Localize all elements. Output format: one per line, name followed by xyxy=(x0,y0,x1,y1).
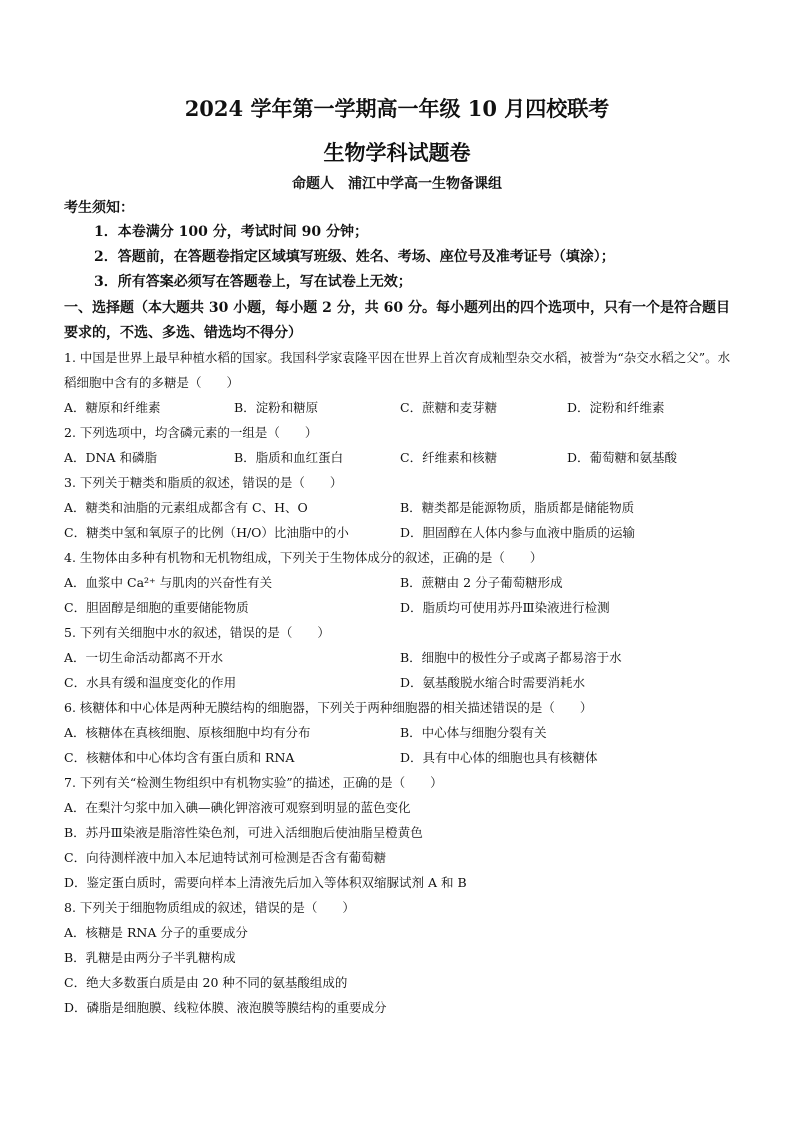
option-row xyxy=(64,395,744,420)
option: B．脂质和血红蛋白 xyxy=(234,450,344,465)
option: B．淀粉和糖原 xyxy=(234,400,319,415)
option: A．一切生命活动都离不开水 xyxy=(64,650,224,665)
option: C．绝大多数蛋白质是由 20 种不同的氨基酸组成的 xyxy=(64,975,348,990)
option: D．胆固醇在人体内参与血液中脂质的运输 xyxy=(400,525,636,540)
option: C．向待测样液中加入本尼迪特试剂可检测是否含有葡萄糖 xyxy=(64,850,387,865)
question-stem: 6. 核糖体和中心体是两种无膜结构的细胞器，下列关于两种细胞器的相关描述错误的是（ ） xyxy=(64,700,593,715)
option: A．糖原和纤维素 xyxy=(64,400,161,415)
option-row xyxy=(64,570,744,595)
option: B．蔗糖由 2 分子葡萄糖形成 xyxy=(400,575,563,590)
exam-title: 2024 学年第一学期高一年级 10 月四校联考 xyxy=(184,96,610,121)
option: B．苏丹Ⅲ染液是脂溶性染色剂，可进入活细胞后使油脂呈橙黄色 xyxy=(64,825,423,840)
option: A．核糖体在真核细胞、原核细胞中均有分布 xyxy=(64,725,311,740)
notice-item: 1．本卷满分 100 分，考试时间 90 分钟； xyxy=(94,224,368,240)
option: D．脂质均可使用苏丹Ⅲ染液进行检测 xyxy=(400,600,610,615)
option-row xyxy=(64,595,744,620)
notice-heading: 考生须知： xyxy=(64,200,134,216)
option: C．蔗糖和麦芽糖 xyxy=(400,400,498,415)
question-stem: 7. 下列有关“检测生物组织中有机物实验”的描述，正确的是（ ） xyxy=(64,775,443,790)
option-row xyxy=(64,670,744,695)
option: C．核糖体和中心体均含有蛋白质和 RNA xyxy=(64,750,295,765)
option: D．淀粉和纤维素 xyxy=(567,400,665,415)
option: D．具有中心体的细胞也具有核糖体 xyxy=(400,750,598,765)
option: B．细胞中的极性分子或离子都易溶于水 xyxy=(400,650,622,665)
option: A．在梨汁匀浆中加入碘—碘化钾溶液可观察到明显的蓝色变化 xyxy=(64,800,411,815)
subject-title: 生物学科试题卷 xyxy=(323,140,471,165)
option: D．葡萄糖和氨基酸 xyxy=(567,450,678,465)
option-row xyxy=(64,520,744,545)
option: D．鉴定蛋白质时，需要向样本上清液先后加入等体积双缩脲试剂 A 和 B xyxy=(64,875,467,890)
option: D．磷脂是细胞膜、线粒体膜、液泡膜等膜结构的重要成分 xyxy=(64,1000,387,1015)
option: B．乳糖是由两分子半乳糖构成 xyxy=(64,950,236,965)
option: C．胆固醇是细胞的重要储能物质 xyxy=(64,600,249,615)
question-stem: 8. 下列关于细胞物质组成的叙述，错误的是（ ） xyxy=(64,900,355,915)
option-row xyxy=(64,720,744,745)
option-row xyxy=(64,745,744,770)
option: B．中心体与细胞分裂有关 xyxy=(400,725,547,740)
notice-item: 3．所有答案必须写在答题卷上，写在试卷上无效； xyxy=(94,274,412,290)
question-stem: 3. 下列关于糖类和脂质的叙述，错误的是（ ） xyxy=(64,475,343,490)
author-line: 命题人 浦江中学高一生物备课组 xyxy=(292,176,502,192)
option: D．氨基酸脱水缩合时需要消耗水 xyxy=(400,675,586,690)
option: C．纤维素和核糖 xyxy=(400,450,498,465)
option-row xyxy=(64,495,744,520)
question-stem: 4. 生物体由多种有机物和无机物组成，下列关于生物体成分的叙述，正确的是（ ） xyxy=(64,550,543,565)
question-stem: 2. 下列选项中，均含磷元素的一组是（ ） xyxy=(64,425,318,440)
option: A．DNA 和磷脂 xyxy=(64,450,157,465)
notice-item: 2．答题前，在答题卷指定区域填写班级、姓名、考场、座位号及准考证号（填涂）； xyxy=(94,249,615,265)
option-row xyxy=(64,445,744,470)
option: A．血浆中 Ca²⁺ 与肌肉的兴奋性有关 xyxy=(64,575,273,590)
option: B．糖类都是能源物质，脂质都是储能物质 xyxy=(400,500,635,515)
option: C．糖类中氢和氧原子的比例（H/O）比油脂中的小 xyxy=(64,525,349,540)
option-row xyxy=(64,645,744,670)
section-heading: 一、选择题（本大题共 30 小题，每小题 2 分，共 60 分。每小题列出的四个选项中，只有一个是符合题目要求的，不选、多选、错选均不得分） xyxy=(64,300,730,341)
option: A．糖类和油脂的元素组成都含有 C、H、O xyxy=(64,500,308,515)
question-stem: 1. 中国是世界上最早种植水稻的国家。我国科学家袁隆平因在世界上首次育成籼型杂交水稻，被誉为“杂交水稻之父”。水稻细胞中含有的多糖是（ ） xyxy=(64,350,731,390)
question-stem: 5. 下列有关细胞中水的叙述，错误的是（ ） xyxy=(64,625,330,640)
option: A．核糖是 RNA 分子的重要成分 xyxy=(64,925,248,940)
option: C．水具有缓和温度变化的作用 xyxy=(64,675,237,690)
